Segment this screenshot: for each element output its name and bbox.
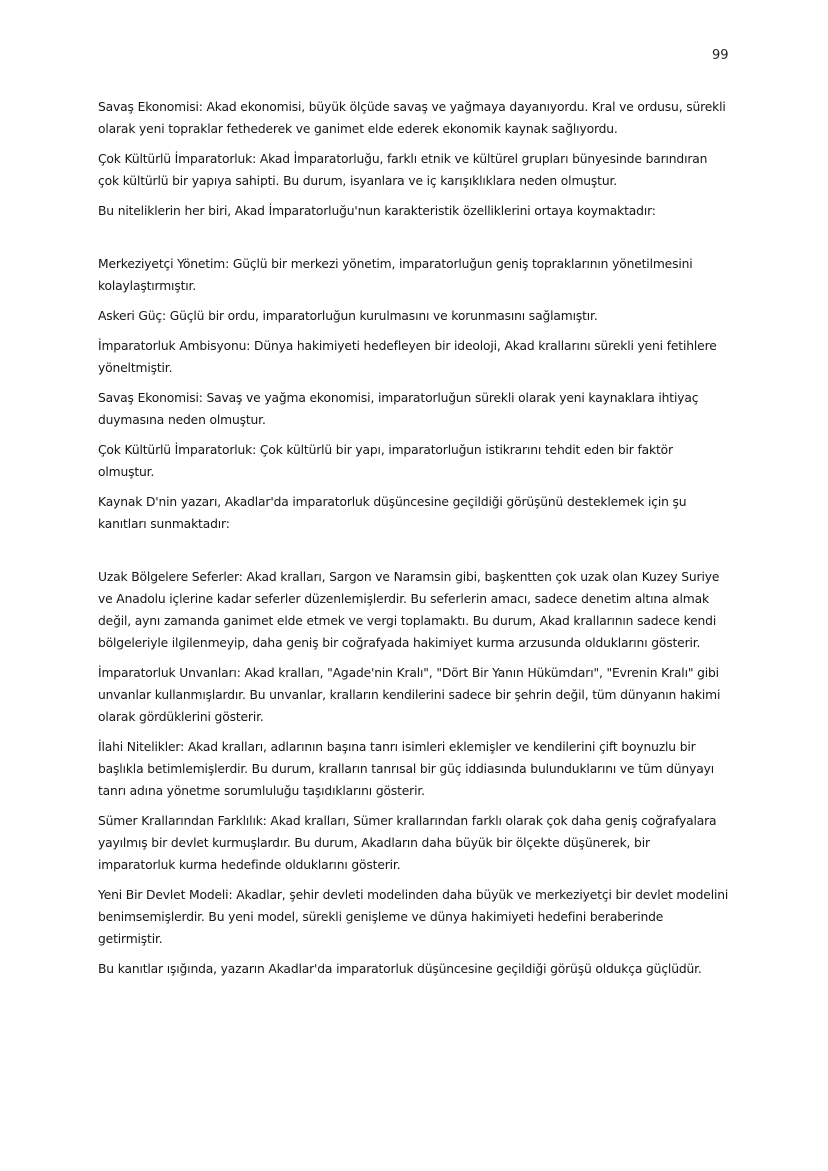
paragraph: Uzak Bölgelere Seferler: Akad kralları, Sargon ve Naramsin gibi, başkentten çok uzak olan Kuzey Suriye ve Anadolu içlerine kadar seferler düzenlemişlerdir. Bu seferlerin amacı, sadece denetim altına almak değil, aynı zamanda ganimet elde etmek ve vergi toplamaktı. Bu durum, Akad krallarının sadece kendi bölgeleriyle ilgilenmeyip, daha geniş bir coğrafyada hakimiyet kurma arzusunda olduklarını gösterir. bbox=[98, 570, 720, 650]
page-number: 99 bbox=[712, 48, 729, 63]
paragraph: Merkeziyetçi Yönetim: Güçlü bir merkezi yönetim, imparatorluğun geniş topraklarının yönetilmesini kolaylaştırmıştır. bbox=[98, 257, 693, 293]
paragraph: Çok Kültürlü İmparatorluk: Akad İmparatorluğu, farklı etnik ve kültürel grupları bünyesinde barındıran çok kültürlü bir yapıya sahipti. Bu durum, isyanlara ve iç karışıklıklara neden olmuştur. bbox=[98, 152, 708, 188]
paragraph: Bu niteliklerin her biri, Akad İmparatorluğu'nun karakteristik özelliklerini ortaya koymaktadır: bbox=[98, 204, 656, 218]
paragraph: Askeri Güç: Güçlü bir ordu, imparatorluğun kurulmasını ve korunmasını sağlamıştır. bbox=[98, 309, 598, 323]
paragraph: Kaynak D'nin yazarı, Akadlar'da imparatorluk düşüncesine geçildiği görüşünü desteklemek için şu kanıtları sunmaktadır: bbox=[98, 495, 687, 531]
paragraph: İmparatorluk Unvanları: Akad kralları, "Agade'nin Kralı", "Dört Bir Yanın Hükümdarı", "Evrenin Kralı" gibi unvanlar kullanmışlardır. Bu unvanlar, kralların kendilerini sadece bir şehrin değil, tüm dünyanın hakimi olarak gördüklerini gösterir. bbox=[98, 666, 721, 724]
paragraph: Çok Kültürlü İmparatorluk: Çok kültürlü bir yapı, imparatorluğun istikrarını tehdit eden bir faktör olmuştur. bbox=[98, 443, 673, 479]
document-body bbox=[98, 96, 730, 980]
paragraph: Savaş Ekonomisi: Savaş ve yağma ekonomisi, imparatorluğun sürekli olarak yeni kaynaklara ihtiyaç duymasına neden olmuştur. bbox=[98, 391, 699, 427]
paragraph: Yeni Bir Devlet Modeli: Akadlar, şehir devleti modelinden daha büyük ve merkeziyetçi bir devlet modelini benimsemişlerdir. Bu yeni model, sürekli genişleme ve dünya hakimiyeti hedefini beraberinde getirmiştir. bbox=[98, 888, 729, 946]
paragraph: Sümer Krallarından Farklılık: Akad kralları, Sümer krallarından farklı olarak çok daha geniş coğrafyalara yayılmış bir devlet kurmuşlardır. Bu durum, Akadların daha büyük bir ölçekte düşünerek, bir imparatorluk kurma hedefinde olduklarını gösterir. bbox=[98, 814, 717, 872]
paragraph: Bu kanıtlar ışığında, yazarın Akadlar'da imparatorluk düşüncesine geçildiği görüşü oldukça güçlüdür. bbox=[98, 962, 702, 976]
paragraph: Savaş Ekonomisi: Akad ekonomisi, büyük ölçüde savaş ve yağmaya dayanıyordu. Kral ve ordusu, sürekli olarak yeni topraklar fethederek ve ganimet elde ederek ekonomik kaynak sağlıyordu. bbox=[98, 100, 726, 136]
paragraph: İlahi Nitelikler: Akad kralları, adlarının başına tanrı isimleri eklemişler ve kendilerini çift boynuzlu bir başlıkla betimlemişlerdir. Bu durum, kralların tanrısal bir güç iddiasında bulunduklarını ve tüm dünyayı tanrı adına yönetme sorumluluğu taşıdıklarını gösterir. bbox=[98, 740, 714, 798]
paragraph: İmparatorluk Ambisyonu: Dünya hakimiyeti hedefleyen bir ideoloji, Akad krallarını sürekli yeni fetihlere yöneltmiştir. bbox=[98, 339, 717, 375]
